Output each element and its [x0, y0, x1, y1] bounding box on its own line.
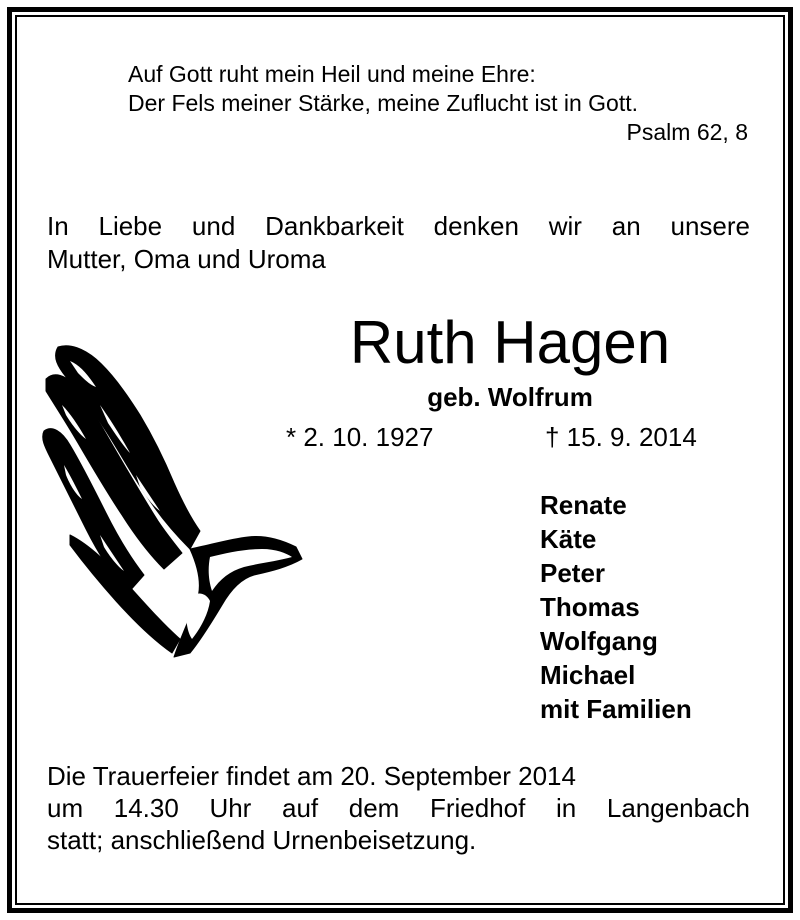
survivor-name: Wolfgang — [540, 626, 658, 656]
deceased-name: Ruth Hagen — [349, 309, 671, 376]
intro-text — [47, 210, 750, 276]
service-line-2: um 14.30 Uhr auf dem Friedhof in Langenbach — [47, 793, 750, 823]
survivor-name: Michael — [540, 660, 636, 690]
psalm-reference: Psalm 62, 8 — [626, 119, 748, 145]
praying-hands-icon — [40, 335, 305, 670]
survivor-name: Peter — [540, 558, 606, 588]
funeral-service-notice — [47, 760, 750, 856]
death-date: † 15. 9. 2014 — [545, 422, 697, 452]
service-line-1: Die Trauerfeier findet am 20. September 2014 — [47, 761, 576, 791]
birth-date: * 2. 10. 1927 — [286, 422, 434, 452]
survivor-name: Käte — [540, 524, 597, 554]
survivor-name: Thomas — [540, 592, 640, 622]
psalm-line-1: Auf Gott ruht mein Heil und meine Ehre: — [128, 61, 536, 87]
service-line-3: statt; anschließend Urnenbeisetzung. — [47, 825, 477, 855]
survivor-name: Renate — [540, 490, 627, 520]
psalm-line-2: Der Fels meiner Stärke, meine Zuflucht ist in Gott. — [128, 90, 639, 116]
intro-line-2: Mutter, Oma und Uroma — [47, 244, 326, 274]
birth-name: geb. Wolfrum — [427, 382, 593, 412]
survivor-families: mit Familien — [540, 694, 692, 724]
survivors-list — [540, 488, 692, 726]
psalm-quote — [128, 60, 748, 147]
intro-line-1: In Liebe und Dankbarkeit denken wir an unsere — [47, 211, 750, 241]
